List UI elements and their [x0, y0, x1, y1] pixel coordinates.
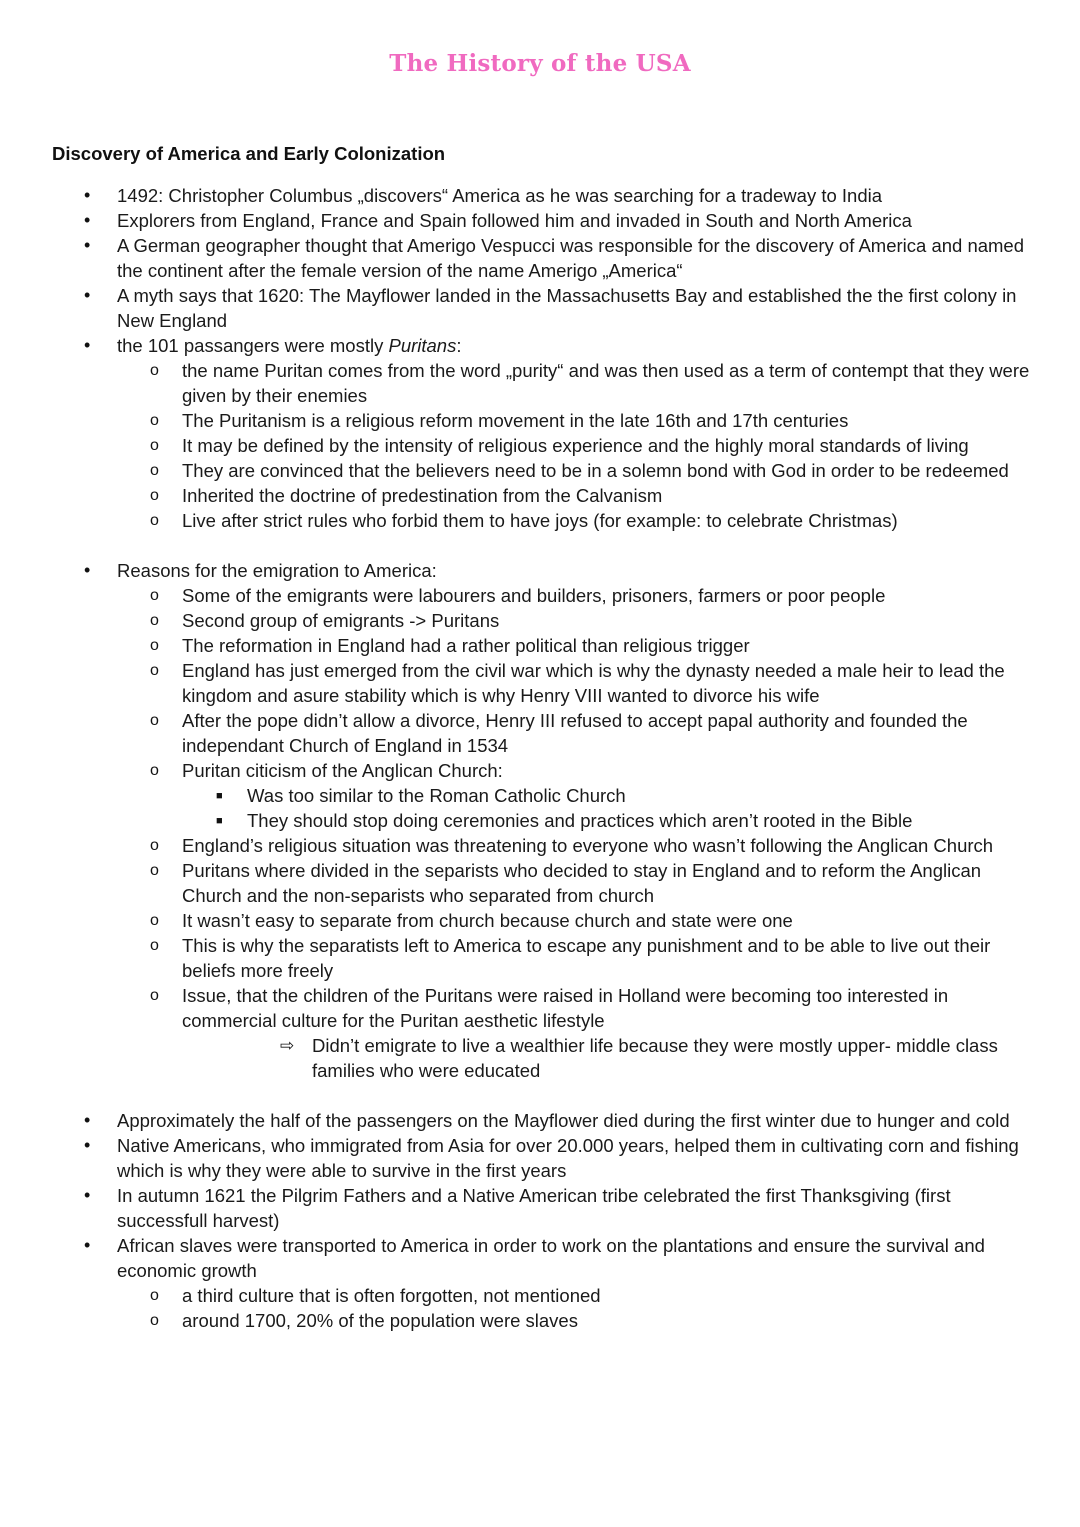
bullet-circle-icon: o [150, 487, 159, 504]
list-item-text-main: This is why the separatists left to America to escape any punishment and to be able to live out their beliefs more freely [182, 935, 991, 981]
bullet-dot-icon: • [84, 285, 91, 305]
list-item-text-suffix: : [456, 335, 462, 356]
bullet-circle-icon: o [150, 612, 159, 629]
bullet-dot-icon: • [84, 1135, 91, 1155]
list-item-text [117, 1135, 1019, 1181]
list-item-text-main: Explorers from England, France and Spain followed him and invaded in South and North America [117, 210, 912, 231]
list-item-text-main: African slaves were transported to America in order to work on the plantations and ensure the survival and economic growth [117, 1235, 985, 1281]
list-item-text [182, 460, 1009, 481]
list-item-text [117, 285, 1016, 331]
bullet-square-icon: ■ [216, 790, 223, 802]
list-item-text-main: The reformation in England had a rather political than religious trigger [182, 635, 750, 656]
bullet-circle-icon: o [150, 837, 159, 854]
list-item-text-main: It wasn’t easy to separate from church because church and state were one [182, 910, 793, 931]
list-item-text [117, 210, 912, 231]
list-item-text [247, 785, 626, 806]
bullet-dot-icon: • [84, 235, 91, 255]
list-item-text-emphasis: Puritans [388, 335, 457, 356]
list-item-text [182, 510, 898, 531]
bullet-dot-icon: • [84, 185, 91, 205]
list-item-text [182, 410, 848, 431]
list-item-text-main: Approximately the half of the passengers on the Mayflower died during the first winter due to hunger and cold [117, 1110, 1010, 1131]
list-item-level-2 [0, 708, 1080, 758]
list-item-level-1 [0, 283, 1080, 333]
list-item-level-2 [0, 858, 1080, 908]
list-item-text [117, 335, 462, 356]
list-item-text-main: A German geographer thought that Amerigo Vespucci was responsible for the discovery of America and named the continent after the female version of the name Amerigo „America“ [117, 235, 1025, 281]
list-item-level-1 [0, 1133, 1080, 1183]
bullet-circle-icon: o [150, 912, 159, 929]
list-item-text [182, 585, 885, 606]
list-item-level-1 [0, 1108, 1080, 1133]
bullet-square-icon: ■ [216, 815, 223, 827]
list-item-text-main: A myth says that 1620: The Mayflower landed in the Massachusetts Bay and established the the first colony in New England [117, 285, 1017, 331]
list-item-level-1 [0, 233, 1080, 283]
list-item-text [312, 1035, 998, 1081]
list-item-text [117, 560, 437, 581]
list-item-level-2 [0, 983, 1080, 1033]
list-item-level-2 [0, 483, 1080, 508]
list-item-level-2 [0, 608, 1080, 633]
list-item-level-2 [0, 758, 1080, 783]
page-title: The History of the USA [389, 50, 691, 77]
list-item-text [182, 835, 993, 856]
list-item-text [182, 360, 1029, 406]
list-item-text-main: In autumn 1621 the Pilgrim Fathers and a Native American tribe celebrated the first Thanksgiving (first successfull harvest) [117, 1185, 951, 1231]
list-item-text-main: Live after strict rules who forbid them to have joys (for example: to celebrate Christmas) [182, 510, 898, 531]
bullet-circle-icon: o [150, 862, 159, 879]
bullet-circle-icon: o [150, 662, 159, 679]
list-item-text [182, 435, 969, 456]
list-item-text-main: Was too similar to the Roman Catholic Church [247, 785, 626, 806]
list-item-level-2 [0, 358, 1080, 408]
list-item-level-2 [0, 458, 1080, 483]
list-item-text [182, 485, 662, 506]
list-item-text [182, 760, 503, 781]
list-item-text [182, 860, 981, 906]
bullet-circle-icon: o [150, 512, 159, 529]
list-item-text [117, 1235, 985, 1281]
list-item-level-1 [0, 333, 1080, 358]
list-item-text [182, 1285, 601, 1306]
list-item-text [182, 635, 750, 656]
list-item-level-1 [0, 183, 1080, 208]
list-item-level-2 [0, 433, 1080, 458]
list-item-text-main: The Puritanism is a religious reform movement in the late 16th and 17th centuries [182, 410, 849, 431]
list-item-text-main: They are convinced that the believers need to be in a solemn bond with God in order to be redeemed [182, 460, 1009, 481]
list-item-text-main: the name Puritan comes from the word „purity“ and was then used as a term of contempt that they were given by their enemies [182, 360, 1030, 406]
list-item-level-3 [0, 808, 1080, 833]
list-item-level-1 [0, 1183, 1080, 1233]
list-item-text [182, 985, 948, 1031]
bullet-circle-icon: o [150, 412, 159, 429]
list-item-text-main: Reasons for the emigration to America: [117, 560, 437, 581]
bullet-circle-icon: o [150, 762, 159, 779]
bullet-circle-icon: o [150, 362, 159, 379]
bullet-circle-icon: o [150, 1312, 159, 1329]
list-item-text [182, 1310, 578, 1331]
bullet-circle-icon: o [150, 462, 159, 479]
list-item-text-main: Didn’t emigrate to live a wealthier life because they were mostly upper- middle class families who were educated [312, 1035, 998, 1081]
list-item-text-main: Native Americans, who immigrated from Asia for over 20.000 years, helped them in cultivating corn and fishing which is why they were able to survive in the first years [117, 1135, 1019, 1181]
list-item-text-main: Puritan citicism of the Anglican Church: [182, 760, 503, 781]
list-item-text [182, 660, 1005, 706]
list-item-level-2 [0, 1308, 1080, 1333]
bullet-circle-icon: o [150, 437, 159, 454]
bullet-dot-icon: • [84, 560, 91, 580]
list-item-text [117, 185, 882, 206]
spacer [0, 1083, 1080, 1108]
list-item-level-2 [0, 933, 1080, 983]
list-item-level-2 [0, 583, 1080, 608]
list-item-level-1 [0, 558, 1080, 583]
list-item-level-2 [0, 408, 1080, 433]
list-item-text-main: around 1700, 20% of the population were slaves [182, 1310, 578, 1331]
list-item-text [117, 235, 1024, 281]
bullet-dot-icon: • [84, 210, 91, 230]
list-item-text-main: 1492: Christopher Columbus „discovers“ America as he was searching for a tradeway to India [117, 185, 883, 206]
bullet-dot-icon: • [84, 335, 91, 355]
list-item-level-3 [0, 783, 1080, 808]
bullet-dot-icon: • [84, 1185, 91, 1205]
list-item-text-main: Inherited the doctrine of predestination from the Calvanism [182, 485, 663, 506]
list-item-level-1 [0, 1233, 1080, 1283]
spacer [0, 533, 1080, 558]
bullet-circle-icon: o [150, 987, 159, 1004]
list-item-text-main: a third culture that is often forgotten, not mentioned [182, 1285, 601, 1306]
list-item-level-2 [0, 1283, 1080, 1308]
list-item-level-2 [0, 833, 1080, 858]
bullet-circle-icon: o [150, 587, 159, 604]
list-item-level-2 [0, 658, 1080, 708]
bullet-dot-icon: • [84, 1235, 91, 1255]
list-item-text-main: England’s religious situation was threatening to everyone who wasn’t following the Anglican Church [182, 835, 994, 856]
list-item-level-2 [0, 908, 1080, 933]
list-item-text-main: They should stop doing ceremonies and practices which aren’t rooted in the Bible [247, 810, 913, 831]
list-item-level-2 [0, 633, 1080, 658]
list-item-text-main: England has just emerged from the civil war which is why the dynasty needed a male heir to lead the kingdom and asure stability which is why Henry VIII wanted to divorce his wife [182, 660, 1005, 706]
arrow-right-icon: ⇨ [280, 1036, 295, 1055]
list-item-text-main: Puritans where divided in the separists who decided to stay in England and to reform the Anglican Church and the non-separists who separated from church [182, 860, 982, 906]
bullet-dot-icon: • [84, 1110, 91, 1130]
list-item-text [182, 910, 793, 931]
bullet-circle-icon: o [150, 1287, 159, 1304]
list-item-level-1 [0, 208, 1080, 233]
bullet-list [0, 183, 1080, 1333]
list-item-text-main: Some of the emigrants were labourers and builders, prisoners, farmers or poor people [182, 585, 886, 606]
list-item-text [117, 1110, 1010, 1131]
list-item-text [247, 810, 912, 831]
list-item-text [182, 710, 968, 756]
list-item-text [117, 1185, 951, 1231]
list-item-text-main: Issue, that the children of the Puritans were raised in Holland were becoming too interested in commercial culture for the Puritan aesthetic lifestyle [182, 985, 949, 1031]
list-item-text [182, 935, 990, 981]
bullet-circle-icon: o [150, 937, 159, 954]
list-item-level-2 [0, 508, 1080, 533]
list-item-level-4 [0, 1033, 1080, 1083]
list-item-text-main: It may be defined by the intensity of religious experience and the highly moral standards of living [182, 435, 969, 456]
list-item-text [182, 610, 499, 631]
list-item-text-main: the 101 passangers were mostly [117, 335, 389, 356]
list-item-text-main: After the pope didn’t allow a divorce, Henry III refused to accept papal authority and founded the independant Church of England in 1534 [182, 710, 968, 756]
bullet-circle-icon: o [150, 712, 159, 729]
list-item-text-main: Second group of emigrants -> Puritans [182, 610, 500, 631]
section-heading: Discovery of America and Early Colonization [52, 143, 446, 164]
bullet-circle-icon: o [150, 637, 159, 654]
